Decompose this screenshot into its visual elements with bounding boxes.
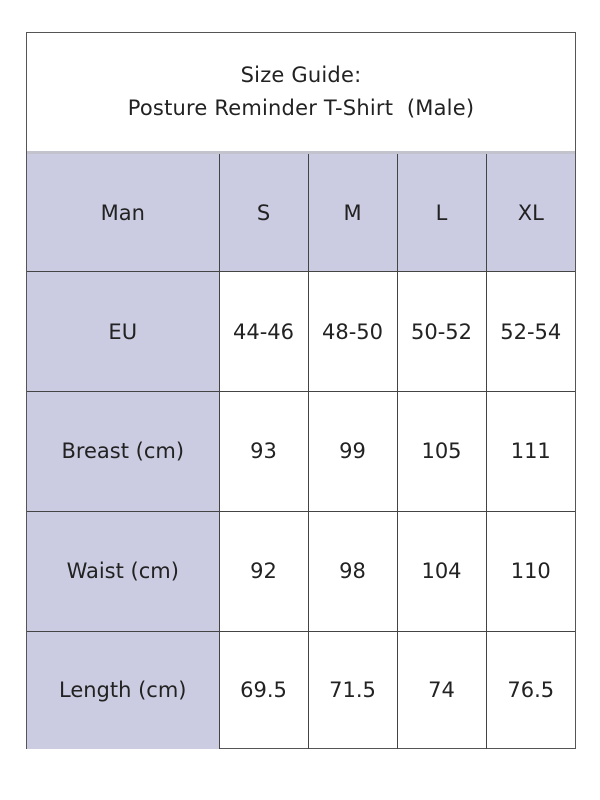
row-label-length: Length (cm) — [27, 631, 219, 749]
row-label-breast: Breast (cm) — [27, 392, 219, 512]
table-cell: 76.5 — [486, 631, 575, 749]
size-table — [27, 154, 575, 749]
table-row — [27, 392, 575, 512]
header-cell-m: M — [308, 154, 397, 272]
table-cell: 74 — [397, 631, 486, 749]
table-cell: 92 — [219, 511, 308, 631]
size-guide-title — [27, 33, 575, 154]
table-cell: 48-50 — [308, 272, 397, 392]
table-cell: 104 — [397, 511, 486, 631]
table-cell: 98 — [308, 511, 397, 631]
table-cell: 105 — [397, 392, 486, 512]
row-label-waist: Waist (cm) — [27, 511, 219, 631]
header-cell-xl: XL — [486, 154, 575, 272]
row-label-eu: EU — [27, 272, 219, 392]
table-row — [27, 511, 575, 631]
header-cell-l: L — [397, 154, 486, 272]
table-cell: 71.5 — [308, 631, 397, 749]
header-row — [27, 154, 575, 272]
table-cell: 52-54 — [486, 272, 575, 392]
title-line-2: Posture Reminder T-Shirt (Male) — [127, 96, 475, 120]
header-cell-man: Man — [27, 154, 219, 272]
table-cell: 111 — [486, 392, 575, 512]
table-row — [27, 631, 575, 749]
title-line-1: Size Guide: — [240, 63, 362, 87]
table-cell: 44-46 — [219, 272, 308, 392]
table-row — [27, 272, 575, 392]
table-cell: 69.5 — [219, 631, 308, 749]
size-guide-chart — [26, 32, 576, 749]
header-cell-s: S — [219, 154, 308, 272]
table-cell: 110 — [486, 511, 575, 631]
table-cell: 50-52 — [397, 272, 486, 392]
table-cell: 99 — [308, 392, 397, 512]
table-cell: 93 — [219, 392, 308, 512]
